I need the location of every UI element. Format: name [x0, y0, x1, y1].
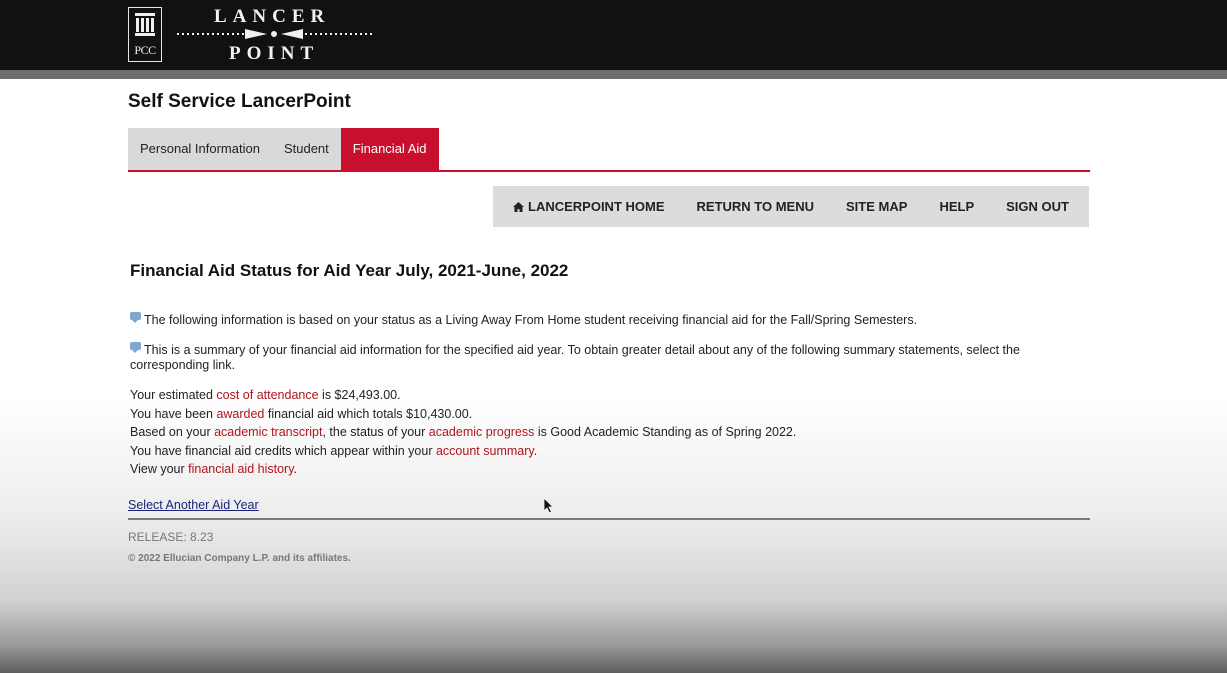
page-title: Self Service LancerPoint	[128, 91, 351, 112]
banner-stripe	[0, 70, 1227, 79]
info-line-1: The following information is based on your status as a Living Away From Home student receiving financial aid for the Fall/Spring Semesters.	[144, 313, 918, 327]
awarded-link[interactable]: awarded	[216, 406, 265, 421]
logo-arrows-icon	[175, 27, 375, 41]
note-icon	[130, 342, 141, 350]
nav-help[interactable]: HELP	[939, 199, 975, 214]
aid-summary	[130, 386, 796, 479]
summary-progress-line	[130, 423, 796, 442]
info-line-2: This is a summary of your financial aid information for the specified aid year. To obtain greater detail about any of the following summary statements, select the corresponding link.	[130, 343, 1020, 372]
summary-credits-line	[130, 442, 796, 461]
pcc-crest-logo[interactable]	[128, 7, 162, 62]
logo-word-top: LANCER	[214, 6, 331, 27]
note-icon	[130, 312, 141, 320]
tab-personal-information[interactable]: Personal Information	[140, 141, 260, 156]
top-banner	[0, 0, 1227, 70]
academic-progress-link[interactable]: academic progress	[428, 425, 535, 439]
summary-text: is Good Academic Standing as of Spring 2022.	[534, 425, 797, 439]
account-summary-link[interactable]: account summary	[435, 443, 534, 458]
info-text-summary	[130, 342, 1070, 373]
summary-history-line	[130, 460, 796, 479]
cost-of-attendance-link[interactable]: cost of attendance	[216, 388, 319, 402]
summary-cost-line	[130, 386, 796, 405]
mouse-pointer-icon	[544, 498, 554, 514]
release-version: RELEASE: 8.23	[128, 530, 214, 544]
crest-text: PCC	[134, 43, 156, 57]
aid-status-heading: Financial Aid Status for Aid Year July, 2021-June, 2022	[130, 261, 569, 280]
summary-text: You have been	[130, 406, 217, 421]
nav-return-to-menu[interactable]: RETURN TO MENU	[696, 199, 814, 214]
summary-text: .	[293, 462, 298, 476]
summary-text: financial aid which totals $10,430.00.	[264, 406, 473, 421]
summary-text: Your estimated	[130, 388, 217, 402]
copyright-notice: © 2022 Ellucian Company L.P. and its affiliates.	[128, 553, 351, 564]
tab-underline	[128, 170, 1090, 172]
financial-aid-history-link[interactable]: financial aid history	[188, 462, 294, 476]
summary-text: View your	[130, 462, 189, 476]
tab-financial-aid[interactable]: Financial Aid	[341, 128, 439, 170]
home-icon	[513, 202, 524, 212]
nav-site-map[interactable]: SITE MAP	[846, 199, 908, 214]
footer-divider	[128, 518, 1090, 520]
nav-sign-out[interactable]: SIGN OUT	[1006, 199, 1069, 214]
utility-nav	[493, 186, 1089, 227]
summary-award-line	[130, 405, 796, 424]
info-text-status	[130, 312, 1070, 328]
building-icon	[134, 12, 156, 38]
main-tabs	[128, 128, 439, 170]
nav-home-label: LANCERPOINT HOME	[528, 199, 665, 214]
select-another-aid-year-link[interactable]: Select Another Aid Year	[128, 498, 259, 512]
nav-lancerpoint-home[interactable]	[513, 199, 665, 214]
summary-text: Based on your	[130, 425, 215, 439]
summary-text: , the status of your	[322, 425, 429, 439]
academic-transcript-link[interactable]: academic transcript	[214, 425, 323, 439]
logo-word-bottom: POINT	[229, 43, 320, 64]
summary-text: is $24,493.00.	[318, 388, 401, 402]
summary-text: You have financial aid credits which appear within your	[130, 443, 436, 458]
tab-student[interactable]: Student	[283, 141, 329, 156]
summary-text: .	[533, 443, 538, 458]
